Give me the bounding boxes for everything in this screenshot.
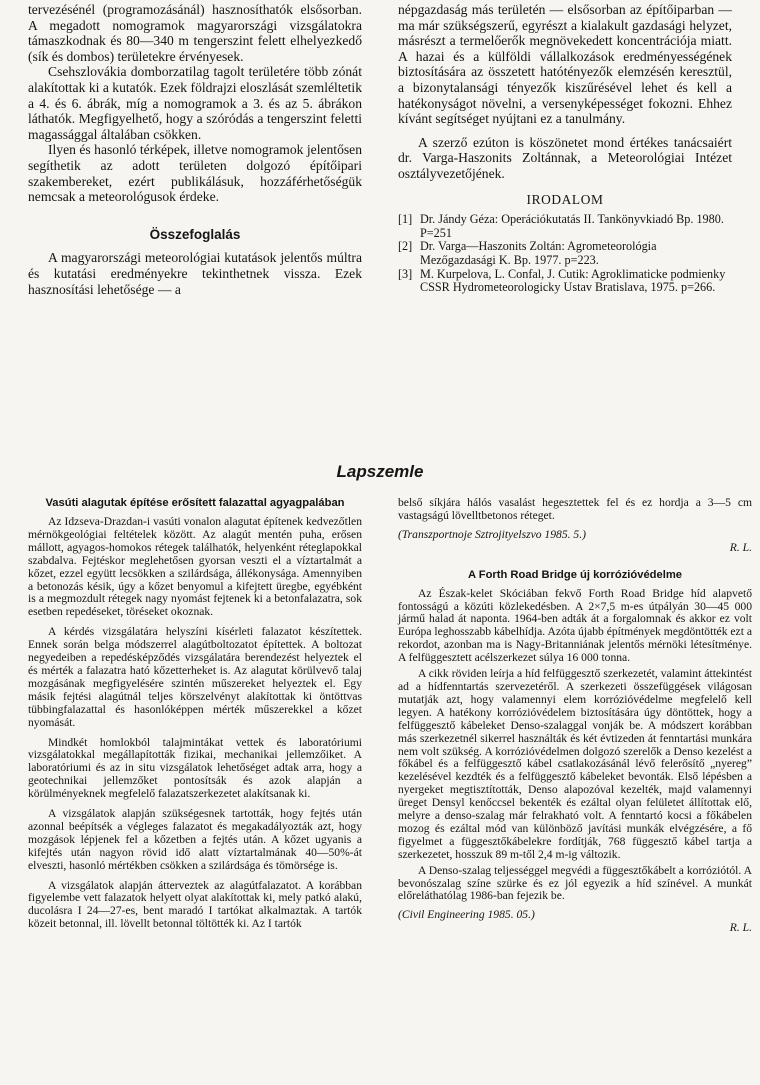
references-list (398, 213, 732, 295)
signature: R. L. (729, 540, 752, 554)
paragraph: Csehszlovákia domborzatilag tagolt területére több zónát alakítottak ki a kutatók. Ezek földrajzi eloszlását szemléltetik a 4. és 6. ábrák, míg a nomogramok a 3. és az 5. ábrákon láthatók. Megfigyelhető, hogy a szóródás a tengerszint feletti magassággal általában csökken. (28, 64, 362, 142)
paragraph: A Denso-szalag teljességgel megvédi a függesztőkábelt a korróziótól. A bevonószalag színe szürke és ez jól egyezik a híd színével. A munkát előreláthatólag 1986-ban fejezik be. (398, 863, 752, 903)
bottom-right-column (398, 497, 752, 935)
summary-heading: Összefoglalás (149, 226, 241, 242)
reference-text: M. Kurpelova, L. Confal, J. Cutik: Agroklimaticke podmienky CSSR Hydrometeorologicky Ustav Bratislava, 1975. p=266. (420, 266, 726, 295)
reference-text: Dr. Jándy Géza: Operációkutatás II. Tankönyvkiadó Bp. 1980. P=251 (420, 212, 724, 240)
paragraph: népgazdaság más területén — elsősorban az építőiparban — ma már szükségszerű, egyrészt a kialakult gazdasági helyzet, másrészt a termelőerők megnövekedett koncentrációja miatt. A hazai és a külföldi vállalkozások eredményességének biztosítására az összetett hatótényezők elemzésén keresztül, a bizonytalansági tényezők kiszűrésével lehet és kell a hatékonyságot növelni, a versenyképességet fokozni. Ehhez kívánt segítséget nyújtani ez a tanulmány. (398, 2, 732, 127)
signature: R. L. (729, 921, 752, 935)
paragraph: Mindkét homlokból talajmintákat vettek és laboratóriumi vizsgálatokkal megállapították fizikai, mechanikai jellemzőiket. A laboratóriumi és az in situ vizsgálatok lehetőséget adtak arra, hogy a geotechnikai jellemzőket pontosítsák és azok alapján a körülményeknek megfelelő falazatszerkezetet alakítsanak ki. (28, 735, 362, 801)
paragraph: A vizsgálatok alapján szükségesnek tartották, hogy fejtés után azonnal beépítsék a végleges falazatot és megakadályozták azt, hogy mozgások lépjenek fel a kőzetben a fejtés után. A kőzet ugyanis a kifejtés után nagyon rövid idő alatt víztartalmának 40—50%-át elveszti, hasonló mértékben csökken a szilárdsága és tömörsége is. (28, 807, 362, 872)
reference-text: Dr. Varga—Haszonits Zoltán: Agrometeorológia Mezőgazdasági K. Bp. 1977. p=223. (420, 239, 657, 267)
paragraph: belső síkjára hálós vasalást hegesztettek fel és ez hordja a 3—5 cm vastagságú lövelltbetonos réteget. (398, 496, 752, 522)
reference-number: [2] (398, 239, 413, 254)
bottom-left-column (28, 497, 362, 931)
reference-item (398, 240, 732, 267)
source-citation: (Civil Engineering 1985. 05.) (398, 908, 535, 922)
references-heading: IRODALOM (526, 191, 604, 207)
article-title: Vasúti alagutak építése erősített falazattal agyagpalában (45, 497, 345, 509)
paragraph: Az Idzseva-Drazdan-i vasúti vonalon alagutat építenek kedvezőtlen mérnökgeológiai feltételek között. Az alagút mentén puha, erősen mállott, agyagos-homokos rétegek találhatók, helyenként réteglapokkal szabdalva. Fejtéskor meglehetősen gyorsan veszti el a víztartalmát a kőzet, ezzel együtt lecsökken a szilárdsága, állékonysága. Amennyiben a betonozás késik, úgy a kőzet benyomul a kifejtett üregbe, egyébként is a megmozdult rétegek nagy nyomást fejtenek ki a betonfalazatra, sok esetben repedéseket, töréseket okoznak. (28, 515, 362, 619)
section-title: Lapszemle (336, 462, 424, 481)
reference-number: [1] (398, 212, 413, 227)
paragraph: A cikk röviden leírja a híd felfüggesztő szerkezetét, valamint áttekintést ad a hídfenntartás szervezetéről. A szerkezeti összefüggések világosan mutatják azt, hogy valamennyi elem korrózióvédelme megfelelő kell legyen. A hatékony korrózióvédelem biztosítására úgy döntöttek, hogy a felfüggesztő kábeleket Denso-szalaggal vonják be. A módszert korábban más szerkezetnél sikerrel használták és két évtizeden át fenntartási munkára nem volt szükség. A korrózióvédelmen dolgozó szerelők a Denso kezelést a főkábel és a felfüggesztő kábel csatlakozásánál lévő felerősítő „nyereg” kezelésével kezdték és a felfüggesztő kábeleket bevonták. Első lépésben a nyergeket megtisztították, Denso alapozóval kezelték, majd valamennyi üreget Densyl kenőccsel bekenték és ezáltal olyan felületet állítottak elő, melyre a denso-szalag már felrakható volt. A fenntartó kocsi a főkábelen mozog és ezáltal mód van különböző javítási munkák elvégzésére, a fő figyelmet a függesztőkábelekre fordítják, 768 függesztő kábel tartja a szerkezetet, hosszuk 89 m-től 2,4 m-ig változik. (398, 667, 752, 861)
reference-item (398, 213, 732, 240)
article-title: A Forth Road Bridge új korrózióvédelme (467, 568, 683, 581)
source-citation: (Transzportnoje Sztrojityelszvo 1985. 5.) (398, 527, 586, 541)
reference-number: [3] (398, 266, 413, 281)
top-left-column (28, 2, 362, 297)
paragraph: Ilyen és hasonló térképek, illetve nomogramok jelentősen segíthetik az adott területen dolgozó építőipari szakembereket, ezért publikálásuk, hozzáférhetőségük nemcsak a meteorológusok érdeke. (28, 142, 362, 205)
paragraph: Az Észak-kelet Skóciában fekvő Forth Road Bridge híd alapvető fontosságú a közúti közlekedésben. A 2×7,5 m-es útpályán 30—45 000 jármű halad át naponta. 1964-ben adták át a forgalomnak és akkor ez volt Európa leghosszabb kábelhídja. Azóta újabb építmények megdöntötték ezt a rekordot, azonban ma is Nagy-Britanniának jelentős mérnöki létesítménye. A felfüggesztett acélszerkezet súlya 16 000 tonna. (398, 586, 752, 665)
reference-item (398, 268, 732, 295)
paragraph: A magyarországi meteorológiai kutatások jelentős múltra és kutatási eredményekre tekinthetnek vissza. Ezek hasznosítási lehetősége — a (28, 250, 362, 297)
paragraph: A kérdés vizsgálatára helyszíni kísérleti falazatot készítettek. Ennek során belga módszerrel alagútboltozatot építettek. A boltozat negyedeiben a repedésképződés vizsgálatára berendezést helyeztek el és mérték a falazatra ható kőzetterheket is. Az alagutat körülvevő talaj mozgásának megfigyelésére szintén műszereket helyeztek el. Egy másik fejtési alagútnál teljes körszelvényt alakítottak ki öntöttvas tübbingfalazattal és hasonlóképpen mérték műszerekkel a kőzet nyomását. (28, 625, 362, 729)
acknowledgement: A szerző ezúton is köszönetet mond értékes tanácsaiért dr. Varga-Haszonits Zoltánnak, a Meteorológiai Intézet osztályvezetőjének. (398, 134, 732, 181)
top-right-column (398, 2, 732, 295)
paragraph: tervezésénél (programozásánál) hasznosíthatók elsősorban. A megadott nomogramok magyarországi vizsgálatokra támaszkodnak és 80—340 m tengerszint felett elhelyezkedő (sík és dombos) területekre érvényesek. (28, 2, 362, 64)
paragraph: A vizsgálatok alapján átterveztek az alagútfalazatot. A korábban figyelembe vett falazatok helyett olyat alakítottak ki, mely patkó alakú, ducolásra I 24—27-es, bent maradó I tartókat alkalmaztak. A tartók közeit betonnal, ill. lövellt betonnal töltötték ki. Az I tartók (28, 878, 362, 931)
